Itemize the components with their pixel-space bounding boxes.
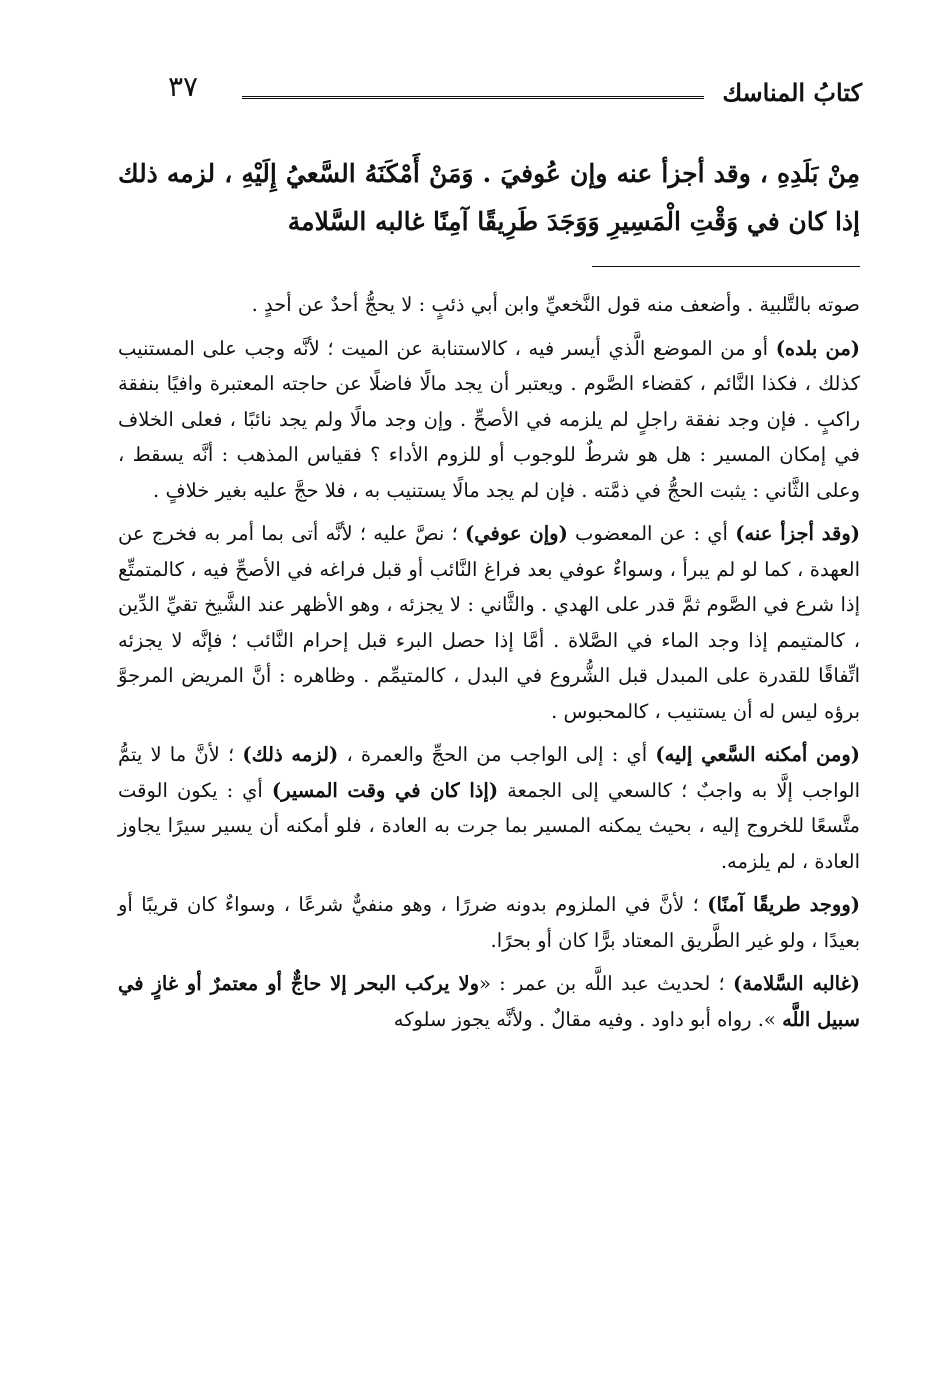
paragraph-text: أو من الموضع الَّذي أيسر فيه ، كالاستنابة عن الميت ؛ لأنَّه وجب على المستنيب كذلك ، فكذا النَّائم ، كقضاء الصَّوم . ويعتبر أن يجد مالًا فاضلًا عن حاجته المعتبرة وافيًا بنفقة راكبٍ . فإن وجد نفقة راجلٍ لم يلزمه في الأصحِّ . وإن وجد مالًا ولم يجد نائبًا ، فعلى الخلاف في إمكان المسير : هل هو شرطٌ للوجوب أو للزوم الأداء ؟ فقياس المذهب : أنَّه يسقط ، وعلى الثَّاني : يثبت الحجُّ في ذمَّته . فإن لم يجد مالًا يستنيب به ، فلا حجَّ عليه بغير خلافٍ . <box>118 336 860 502</box>
quoted-lemma: (لزمه ذلك) <box>242 743 339 766</box>
paragraph-text: ؛ لأنَّ ما لا يتمُّ الواجب إلَّا به واجبٌ ؛ كالسعي إلى الجمعة <box>118 743 861 802</box>
main-text: مِنْ بَلَدِهِ ، وقد أجزأ عنه وإن عُوفيَ . وَمَنْ أَمْكَنَهُ السَّعيُ إِلَيْهِ ، لزمه ذلك إذا كان في وَقْتِ الْمَسِيرِ وَوَجَدَ طَرِيقًا آمِنًا غالبه السَّلامة <box>118 159 860 236</box>
page-number: ٣٧ <box>168 70 199 103</box>
paragraph-text: أي : إلى الواجب من الحجِّ والعمرة ، <box>338 743 656 766</box>
quoted-lemma: (وقد أجزأ عنه) <box>735 522 860 545</box>
quoted-lemma: (غالبه السَّلامة) <box>733 972 861 995</box>
quoted-lemma: (ووجد طريقًا آمنًا) <box>707 893 860 916</box>
paragraph-text: أي : يكون الوقت متَّسعًا للخروج إليه ، بحيث يمكنه المسير بما جرت به العادة ، فلو أمكنه أن يسير سيرًا يجاوز العادة ، لم يلزمه. <box>118 778 860 873</box>
commentary <box>118 287 860 1045</box>
quoted-lemma: (وإن عوفي) <box>465 522 568 545</box>
running-title: كتابُ المناسك <box>722 78 862 107</box>
hadith-quote: ولا يركب البحر إلا حاجٌّ أو معتمرٌ أو غازٍ في سبيل اللَّه <box>118 972 860 1031</box>
paragraph-text: ؛ لحديث عبد اللَّه بن عمر : « <box>479 972 733 995</box>
footnote-separator <box>592 266 860 267</box>
paragraph-text: ». رواه أبو داود . وفيه مقالٌ . ولأنَّه يجوز سلوكه <box>393 1007 783 1031</box>
page-header <box>150 70 862 110</box>
commentary-paragraph-2 <box>118 516 860 729</box>
commentary-paragraph-0 <box>118 287 860 323</box>
paragraph-text: أي : عن المعضوب <box>567 522 736 545</box>
header-rule <box>242 96 704 99</box>
paragraph-text: ؛ لأنَّ في الملزوم بدونه ضررًا ، وهو منفيٌّ شرعًا ، وسواءٌ كان قريبًا أو بعيدًا ، ولو غير الطَّريق المعتاد برًّا كان أو بحرًا. <box>118 893 860 952</box>
commentary-paragraph-4 <box>118 887 860 958</box>
quoted-lemma: (من بلده) <box>775 336 861 360</box>
commentary-paragraph-3 <box>118 737 860 879</box>
paragraph-text: ؛ نصَّ عليه ؛ لأنَّه أتى بما أمر به فخرج عن العهدة ، كما لو لم يبرأ ، وسواءٌ عوفي بعد فراغ النَّائب أو قبل فراغه في الأصحِّ فيه ، كالمتمتِّع إذا شرع في الصَّوم ثمَّ قدر على الهدي . والثَّاني : لا يجزئه ، وهو الأظهر عند الشَّيخ تقيِّ الدِّين ، كالمتيمم إذا وجد الماء في الصَّلاة . أمَّا إذا حصل البرء قبل إحرام النَّائب ؛ فإنَّه لا يجزئه اتِّفاقًا للقدرة على المبدل قبل الشُّروع في البدل ، كالمتيمِّم . وظاهره : أنَّ المريض المرجوَّ برؤه ليس له أن يستنيب ، كالمحبوس . <box>118 522 860 723</box>
commentary-paragraph-5 <box>118 966 860 1037</box>
quoted-lemma: (ومن أمكنه السَّعي إليه) <box>655 743 860 766</box>
commentary-paragraph-1 <box>118 331 860 509</box>
paragraph-text: صوته بالتَّلبية . وأضعف منه قول النَّخعيِّ وابن أبي ذئبٍ : لا يحجُّ أحدٌ عن أحدٍ . <box>251 293 860 316</box>
quoted-lemma: (إذا كان في وقت المسير) <box>271 778 499 802</box>
